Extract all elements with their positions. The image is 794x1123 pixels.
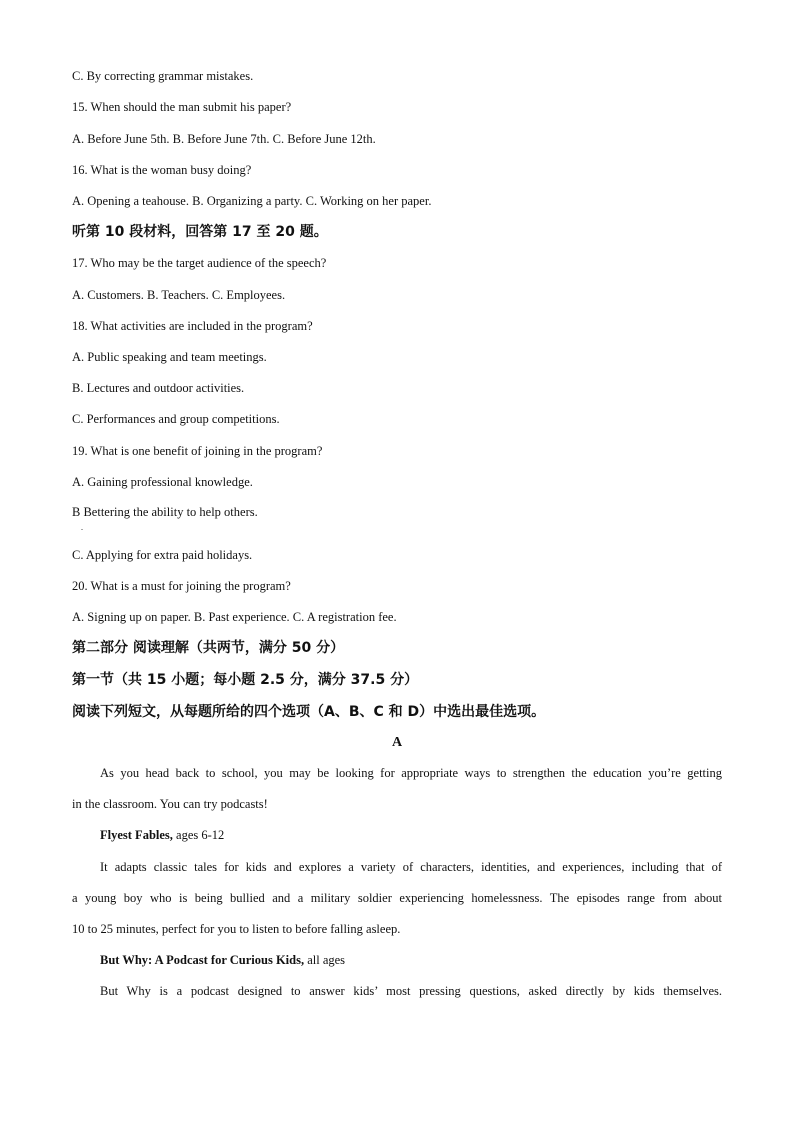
options-20: A. Signing up on paper. B. Past experience. C. A registration fee.: [72, 610, 397, 624]
podcast-age-2: all ages: [304, 953, 346, 967]
stray-dot: .: [81, 523, 83, 532]
podcast-heading-1: [100, 827, 224, 843]
podcast-age-1: ages 6-12: [172, 828, 225, 842]
passage-a-p1-line2: in the classroom. You can try podcasts!: [72, 797, 268, 811]
question-19: 19. What is one benefit of joining in the program?: [72, 444, 323, 458]
option-line-c-14: C. By correcting grammar mistakes.: [72, 69, 254, 83]
option-19-a: A. Gaining professional knowledge.: [72, 475, 253, 489]
passage-a-p1-line1: As you head back to school, you may be looking for appropriate ways to strengthen the education you’re getting: [100, 766, 722, 780]
options-17: A. Customers. B. Teachers. C. Employees.: [72, 288, 286, 302]
part-two-heading: 第二部分 阅读理解（共两节，满分 50 分）: [72, 640, 345, 656]
option-18-c: C. Performances and group competitions.: [72, 412, 280, 426]
section-one-heading: 第一节（共 15 小题；每小题 2.5 分，满分 37.5 分）: [72, 672, 419, 688]
options-15: A. Before June 5th. B. Before June 7th. C. Before June 12th.: [72, 132, 376, 146]
podcast-heading-2: [100, 952, 345, 968]
section-instruction-10: 听第 10 段材料，回答第 17 至 20 题。: [72, 224, 328, 240]
question-16: 16. What is the woman busy doing?: [72, 163, 252, 177]
passage-label: A: [391, 735, 403, 750]
option-18-a: A. Public speaking and team meetings.: [72, 350, 267, 364]
question-20: 20. What is a must for joining the program?: [72, 579, 291, 593]
question-15: 15. When should the man submit his paper?: [72, 100, 292, 114]
passage-a-p3-line1: But Why is a podcast designed to answer kids’ most pressing questions, asked directly by kids themselves.: [100, 984, 722, 998]
podcast-title-1: Flyest Fables,: [100, 828, 173, 842]
passage-a-p2-line2: a young boy who is being bullied and a military soldier experiencing homelessness. The episodes range from about: [72, 891, 722, 905]
option-19-c: C. Applying for extra paid holidays.: [72, 548, 253, 562]
option-19-b: B Bettering the ability to help others.: [72, 505, 258, 519]
passage-a-p2-line3: 10 to 25 minutes, perfect for you to listen to before falling asleep.: [72, 922, 401, 936]
question-17: 17. Who may be the target audience of the speech?: [72, 256, 327, 270]
reading-instruction: 阅读下列短文，从每题所给的四个选项（A、B、C 和 D）中选出最佳选项。: [72, 704, 546, 720]
option-18-b: B. Lectures and outdoor activities.: [72, 381, 245, 395]
question-18: 18. What activities are included in the program?: [72, 319, 313, 333]
podcast-title-2: But Why: A Podcast for Curious Kids,: [100, 953, 305, 967]
passage-a-p2-line1: It adapts classic tales for kids and explores a variety of characters, identities, and experiences, including that of: [100, 860, 722, 874]
options-16: A. Opening a teahouse. B. Organizing a party. C. Working on her paper.: [72, 194, 432, 208]
